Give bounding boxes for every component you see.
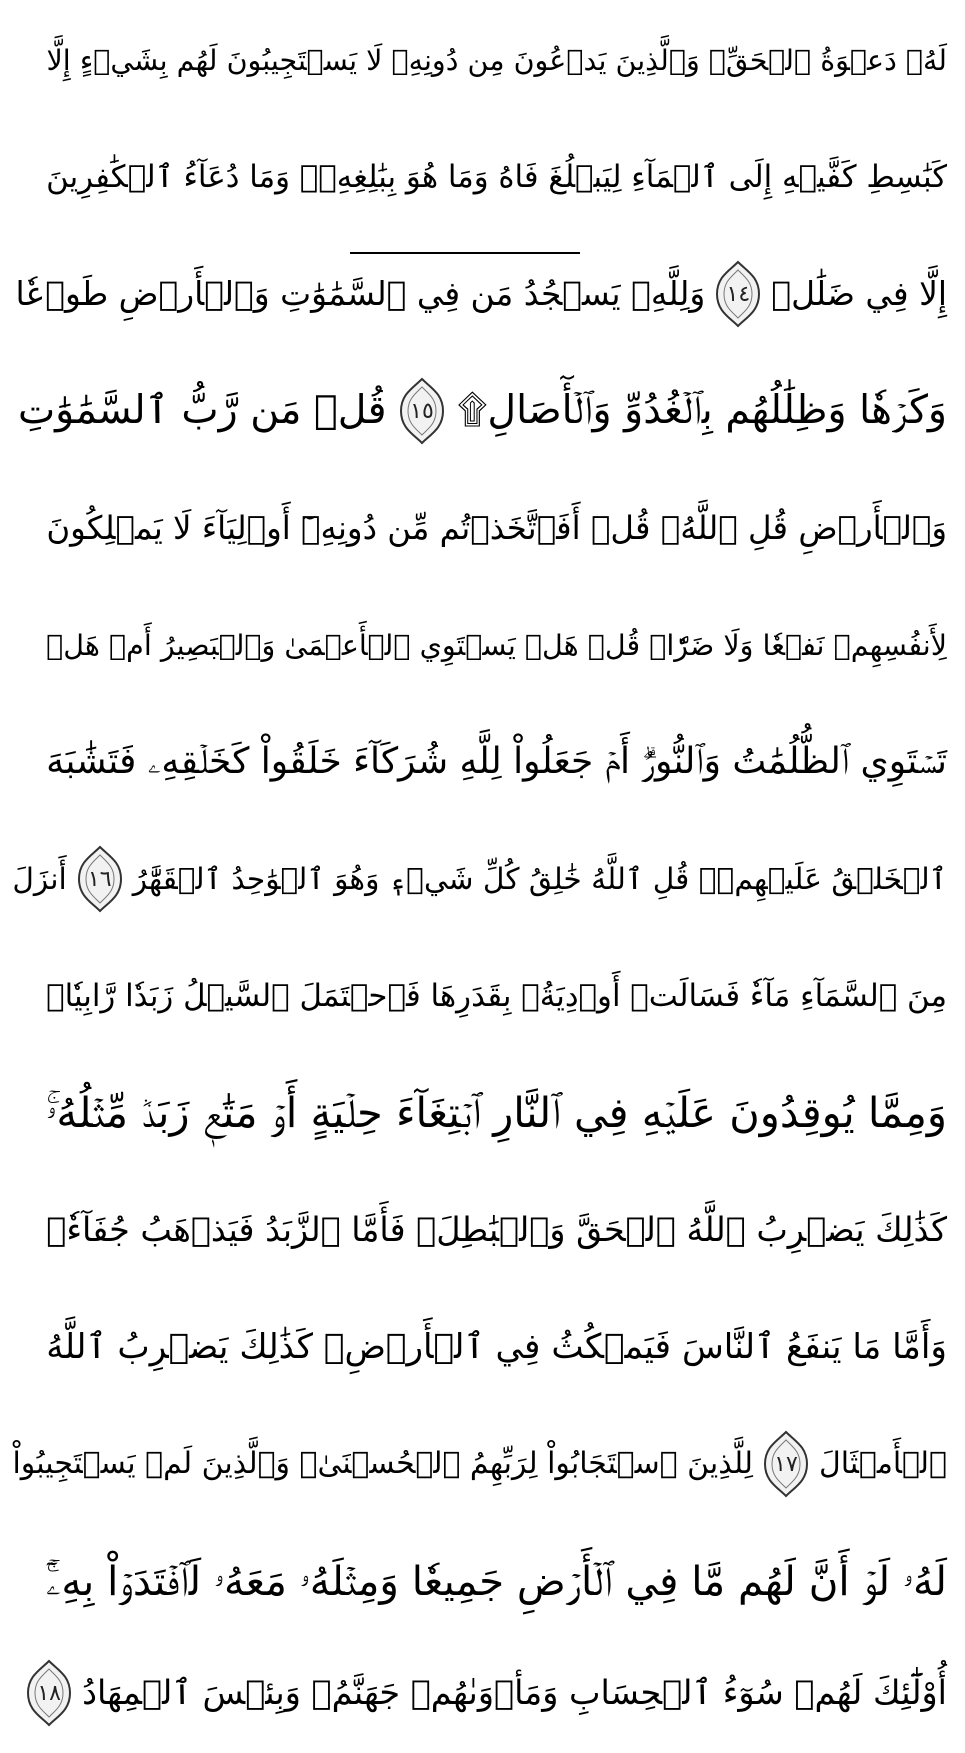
text-line-1: [18, 0, 947, 120]
verse-end-marker: [73, 844, 127, 914]
verse-text: لِلَّذِينَ ٱسۡتَجَابُواْ لِرَبِّهِمُ ٱلۡحُسۡنَىٰۚ وَٱلَّذِينَ لَمۡ يَسۡتَجِيبُواْ: [12, 1446, 753, 1482]
verse-end-marker: [395, 376, 449, 446]
verse-end-marker: [759, 1429, 813, 1499]
text-line-8: [12, 819, 947, 939]
text-line-4: [18, 351, 947, 471]
verse-text: قُلۡ مَن رَّبُّ ٱلسَّمَٰوَٰتِ: [18, 387, 387, 434]
text-line-14: [18, 1521, 947, 1641]
verse-number: ١٨: [37, 1680, 61, 1706]
text-line-3: [15, 234, 947, 354]
text-line-15: [18, 1633, 947, 1753]
verse-text: لَهُۥ دَعۡوَةُ ٱلۡحَقِّۚ وَٱلَّذِينَ يَدۡعُونَ مِن دُونِهِۦ لَا يَسۡتَجِيبُونَ لَهُم بِشَيۡءٍ إِلَّا: [46, 42, 947, 77]
verse-end-marker: [22, 1658, 76, 1728]
text-line-11: [18, 1170, 947, 1290]
verse-text: أُوْلَٰٓئِكَ لَهُمۡ سُوٓءُ ٱلۡحِسَابِ وَمَأۡوَىٰهُمۡ جَهَنَّمُۖ وَبِئۡسَ ٱلۡمِهَادُ: [82, 1673, 947, 1713]
verse-text: ٱلۡأَمۡثَالَ: [818, 1446, 947, 1482]
text-line-12: [18, 1287, 947, 1407]
verse-text: وَٱلۡأَرۡضِ قُلِ ٱللَّهُۚ قُلۡ أَفَٱتَّخَذۡتُم مِّن دُونِهِۦٓ أَوۡلِيَآءَ لَا يَمۡلِكُونَ: [46, 508, 947, 547]
verse-text: وَمِمَّا يُوقِدُونَ عَلَيۡهِ فِي ٱلنَّارِ ٱبۡتِغَآءَ حِلۡيَةٍ أَوۡ مَتَٰعٖ زَبَدٞ مِّثۡلُهُۥۚ: [45, 1088, 947, 1138]
verse-text: لِأَنفُسِهِمۡ نَفۡعٗا وَلَا ضَرّٗاۚ قُلۡ هَلۡ يَسۡتَوِي ٱلۡأَعۡمَىٰ وَٱلۡبَصِيرُ أَمۡ هَلۡ: [46, 627, 947, 662]
verse-text: وَلِلَّهِۤ يَسۡجُدُ مَن فِي ٱلسَّمَٰوَٰتِ وَٱلۡأَرۡضِ طَوۡعٗا: [15, 273, 706, 313]
verse-text: لَهُۥ لَوۡ أَنَّ لَهُم مَّا فِي ٱلۡأَرۡضِ جَمِيعٗا وَمِثۡلَهُۥ مَعَهُۥ لَٱفۡتَدَوۡاْ بِهِۦٓۚ: [46, 1556, 947, 1605]
verse-text: أَنزَلَ: [12, 861, 67, 897]
verse-text: تَسۡتَوِي ٱلظُّلُمَٰتُ وَٱلنُّورُۗ أَمۡ جَعَلُواْ لِلَّهِ شُرَكَآءَ خَلَقُواْ كَخَلۡقِهِۦ فَتَشَٰبَهَ: [46, 741, 947, 783]
verse-number: ١٦: [87, 866, 112, 892]
text-line-5: [18, 468, 947, 588]
verse-end-marker: [711, 259, 765, 329]
verse-text: إِلَّا فِي ضَلَٰلٖ: [771, 273, 947, 313]
verse-number: ١٤: [726, 281, 751, 307]
text-line-9: [18, 936, 947, 1056]
text-line-6: [18, 585, 947, 705]
text-line-7: [18, 702, 947, 822]
verse-text: ٱلۡخَلۡقُ عَلَيۡهِمۡۚ قُلِ ٱللَّهُ خَٰلِقُ كُلِّ شَيۡءٖ وَهُوَ ٱلۡوَٰحِدُ ٱلۡقَهَّٰرُ: [132, 861, 947, 897]
verse-text: وَأَمَّا مَا يَنفَعُ ٱلنَّاسَ فَيَمۡكُثُ فِي ٱلۡأَرۡضِۚ كَذَٰلِكَ يَضۡرِبُ ٱللَّهُ: [46, 1326, 947, 1367]
verse-number: ١٥: [410, 398, 434, 424]
verse-text: مِنَ ٱلسَّمَآءِ مَآءٗ فَسَالَتۡ أَوۡدِيَةُۢ بِقَدَرِهَا فَٱحۡتَمَلَ ٱلسَّيۡلُ زَبَدٗا رَّابِيٗاۖ: [46, 977, 947, 1014]
verse-text: كَبَٰسِطِ كَفَّيۡهِ إِلَى ٱلۡمَآءِ لِيَبۡلُغَ فَاهُ وَمَا هُوَ بِبَٰلِغِهِۦۚ وَمَا دُعَآءُ ٱلۡكَٰفِرِينَ: [46, 158, 947, 195]
verse-text: وَكَرۡهٗا وَظِلَٰلُهُم بِٱلۡغُدُوِّ وَٱلۡأٓصَالِ۩: [457, 387, 947, 434]
text-line-13: [12, 1404, 947, 1524]
verse-number: ١٧: [774, 1451, 798, 1477]
text-line-10: [18, 1053, 947, 1173]
text-line-2: [18, 117, 947, 237]
verse-text: كَذَٰلِكَ يَضۡرِبُ ٱللَّهُ ٱلۡحَقَّ وَٱلۡبَٰطِلَۚ فَأَمَّا ٱلزَّبَدُ فَيَذۡهَبُ جُفَآءٗۖ: [46, 1210, 947, 1250]
